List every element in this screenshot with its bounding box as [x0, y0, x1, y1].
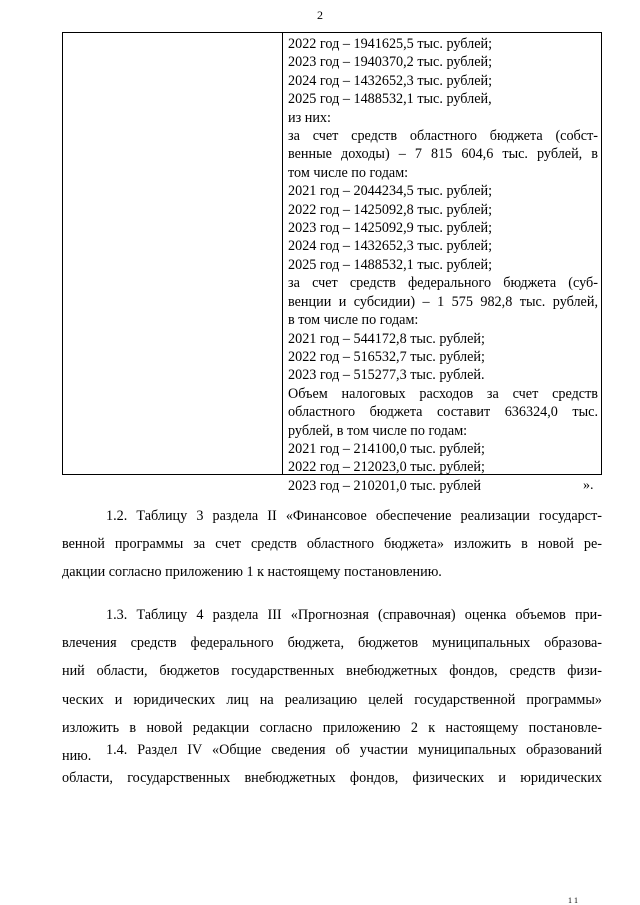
paragraph-line: венной программы за счет средств областного бюджета» изложить в новой ре- — [62, 536, 602, 553]
table-line: рублей, в том числе по годам: — [288, 422, 468, 439]
table-line: 2025 год – 1488532,1 тыс. рублей; — [288, 256, 493, 273]
footer-mark: 1 1 — [568, 896, 578, 905]
table-line: 2021 год – 544172,8 тыс. рублей; — [288, 330, 485, 347]
paragraph-line: нию. — [62, 748, 92, 765]
paragraph-line: 1.4. Раздел IV «Общие сведения об участии муниципальных образований — [106, 742, 602, 758]
table-line: 2021 год – 2044234,5 тыс. рублей; — [288, 183, 493, 200]
closing-quote: ». — [583, 478, 594, 493]
table-column-divider — [282, 33, 283, 474]
table-line: за счет средств федерального бюджета (суб- — [288, 275, 598, 292]
paragraph-line: изложить в новой редакции согласно приложению 2 к настоящему постановле- — [62, 719, 602, 736]
table-line: 2023 год – 1940370,2 тыс. рублей; — [288, 54, 493, 71]
paragraph-line: ческих и юридических лиц на реализацию целей государственной программы» — [62, 691, 602, 708]
table-line: 2022 год – 1941625,5 тыс. рублей; — [288, 36, 493, 52]
paragraph-line: 1.2. Таблицу 3 раздела II «Финансовое обеспечение реализации государст- — [106, 508, 602, 524]
table-line: в том числе по годам: — [288, 312, 419, 329]
table-line: 2022 год – 516532,7 тыс. рублей; — [288, 348, 485, 365]
table-left-cell — [63, 33, 282, 474]
table-right-cell — [288, 35, 598, 495]
table-line: 2024 год – 1432652,3 тыс. рублей; — [288, 72, 493, 89]
table-line: 2022 год – 1425092,8 тыс. рублей; — [288, 201, 493, 218]
table-line: 2025 год – 1488532,1 тыс. рублей, — [288, 91, 492, 108]
table-line: 2023 год – 1425092,9 тыс. рублей; — [288, 220, 493, 237]
paragraph-line: ний области, бюджетов государственных внебюджетных фондов, средств физи- — [62, 663, 602, 680]
table-line: 2023 год – 515277,3 тыс. рублей. — [288, 367, 485, 384]
table-line: из них: — [288, 109, 331, 126]
paragraph-1-2 — [62, 502, 602, 587]
paragraph-line: 1.3. Таблицу 4 раздела III «Прогнозная (справочная) оценка объемов при- — [106, 607, 602, 623]
paragraph-line: влечения средств федерального бюджета, бюджетов муниципальных образова- — [62, 635, 602, 652]
paragraph-line: области, государственных внебюджетных фондов, физических и юридических — [62, 770, 602, 787]
paragraph-1-4 — [62, 736, 602, 792]
table-line: 2023 год – 210201,0 тыс. рублей — [288, 477, 481, 494]
table-line: 2024 год – 1432652,3 тыс. рублей; — [288, 238, 493, 255]
table-line: венные доходы) – 7 815 604,6 тыс. рублей, в — [288, 146, 598, 163]
page-number: 2 — [317, 8, 323, 22]
table-line: за счет средств областного бюджета (собст- — [288, 128, 598, 145]
paragraph-line: дакции согласно приложению 1 к настоящему постановлению. — [62, 564, 442, 581]
table-line: Объем налоговых расходов за счет средств — [288, 385, 598, 402]
table-line: областного бюджета составит 636324,0 тыс. — [288, 404, 598, 421]
table-line: том числе по годам: — [288, 164, 409, 181]
table-line: 2021 год – 214100,0 тыс. рублей; — [288, 440, 485, 457]
budget-table — [62, 32, 602, 494]
table-line: венции и субсидии) – 1 575 982,8 тыс. рублей, — [288, 293, 598, 310]
table-line: 2022 год – 212023,0 тыс. рублей; — [288, 459, 485, 476]
